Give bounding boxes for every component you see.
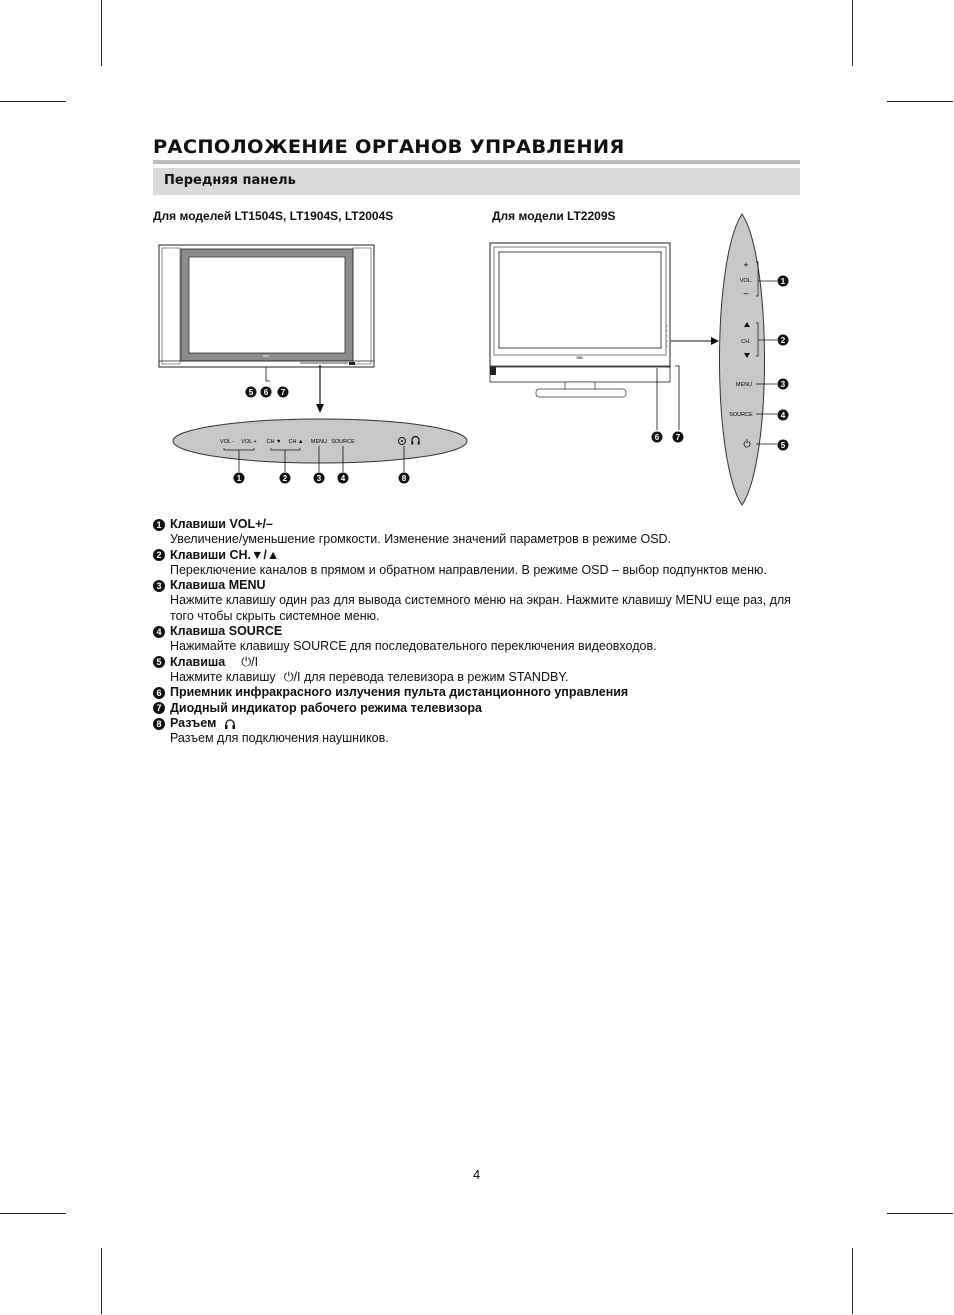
list-item: [153, 701, 813, 716]
crop-mark: [0, 1213, 66, 1214]
side-vol: VOL.: [739, 278, 753, 284]
callout-5-side: 5: [780, 441, 786, 450]
side-menu: MENU: [735, 382, 753, 388]
panel-ch-down: CH ▼: [266, 439, 282, 445]
callout-7: 7: [280, 388, 286, 397]
list-number: 2: [153, 549, 165, 561]
list-number: 5: [153, 656, 165, 668]
item-heading: Диодный индикатор рабочего режима телевизора: [170, 700, 482, 715]
callout-2: 2: [282, 474, 288, 483]
side-ch: CH.: [741, 339, 751, 345]
crop-mark: [887, 1213, 953, 1214]
panel-vol-minus: VOL -: [219, 439, 235, 445]
item-heading: Клавиша: [170, 654, 226, 669]
callout-7-right: 7: [675, 433, 681, 442]
panel-ch-up: CH ▲: [288, 439, 304, 445]
headphone-icon: [224, 719, 236, 729]
power-icon: ⏻: [283, 669, 294, 684]
item-text: /I для перевода телевизора в режим STANDBY.: [293, 669, 569, 684]
page-number: 4: [473, 1167, 481, 1182]
panel-menu: MENU: [310, 439, 328, 445]
callout-5: 5: [248, 388, 254, 397]
caption-right-model: Для модели LT2209S: [492, 209, 616, 223]
svg-text:BBK: BBK: [262, 354, 270, 358]
item-text-pre: Нажмите клавишу: [170, 669, 276, 684]
item-text: Разъем для подключения наушников.: [170, 731, 389, 746]
callout-8: 8: [401, 474, 407, 483]
callout-4-side: 4: [780, 411, 786, 420]
item-heading: Приемник инфракрасного излучения пульта дистанционного управления: [170, 685, 629, 700]
item-heading: Клавиши CH.▼/▲: [170, 547, 280, 562]
side-vol-plus: +: [743, 260, 749, 270]
item-text: Переключение каналов в прямом и обратном направлении. В режиме OSD – выбор подпунктов меню.: [170, 562, 767, 577]
item-text: Нажимайте клавишу SOURCE для последовательного переключения видеовходов.: [170, 639, 657, 654]
front-panel-diagram: [0, 0, 954, 520]
callout-1-side: 1: [780, 277, 786, 286]
list-number: 6: [153, 687, 165, 699]
panel-vol-plus: VOL +: [241, 439, 257, 445]
item-heading-suffix: /I: [251, 654, 259, 669]
item-heading: Клавиши VOL+/–: [170, 517, 273, 531]
item-text: Увеличение/уменьшение громкости. Изменение значений параметров в режиме OSD.: [170, 532, 672, 547]
item-text: Нажмите клавишу один раз для вывода системного меню на экран. Нажмите клавишу MENU еще раз, для того чтобы скрыть системное меню.: [170, 593, 791, 623]
list-item: [153, 655, 813, 686]
side-source: SOURCE: [729, 412, 753, 418]
list-item: [153, 578, 813, 624]
callout-1: 1: [236, 474, 242, 483]
callout-3: 3: [316, 474, 322, 483]
list-item: [153, 716, 813, 747]
list-number: 3: [153, 580, 165, 592]
list-item: [153, 624, 813, 655]
list-number: 7: [153, 702, 165, 714]
item-heading: Клавиша MENU: [170, 578, 266, 593]
item-heading: Клавиша SOURCE: [170, 624, 283, 639]
callout-3-side: 3: [780, 380, 786, 389]
tv-right-illustration: [490, 243, 670, 397]
list-item: [153, 548, 813, 579]
controls-description-list: [153, 517, 813, 746]
list-item: [153, 685, 813, 700]
list-number: 1: [153, 519, 165, 531]
list-number: 8: [153, 718, 165, 730]
item-heading: Разъем: [170, 715, 217, 730]
crop-mark: [101, 1248, 102, 1314]
list-item: [153, 517, 813, 548]
list-number: 4: [153, 626, 165, 638]
panel-source: SOURCE: [331, 439, 355, 445]
callout-6: 6: [263, 388, 269, 397]
callout-2-side: 2: [780, 336, 786, 345]
page-title: РАСПОЛОЖЕНИЕ ОРГАНОВ УПРАВЛЕНИЯ: [153, 136, 625, 158]
svg-text:BBK: BBK: [576, 356, 584, 360]
caption-left-models: Для моделей LT1504S, LT1904S, LT2004S: [153, 209, 394, 223]
crop-mark: [852, 1248, 853, 1314]
power-icon: ⏻: [241, 654, 252, 669]
callout-6-right: 6: [654, 433, 660, 442]
side-vol-minus: –: [743, 288, 749, 298]
tv-left-illustration: [159, 245, 374, 367]
section-title: Передняя панель: [164, 173, 296, 188]
callout-4: 4: [340, 474, 346, 483]
